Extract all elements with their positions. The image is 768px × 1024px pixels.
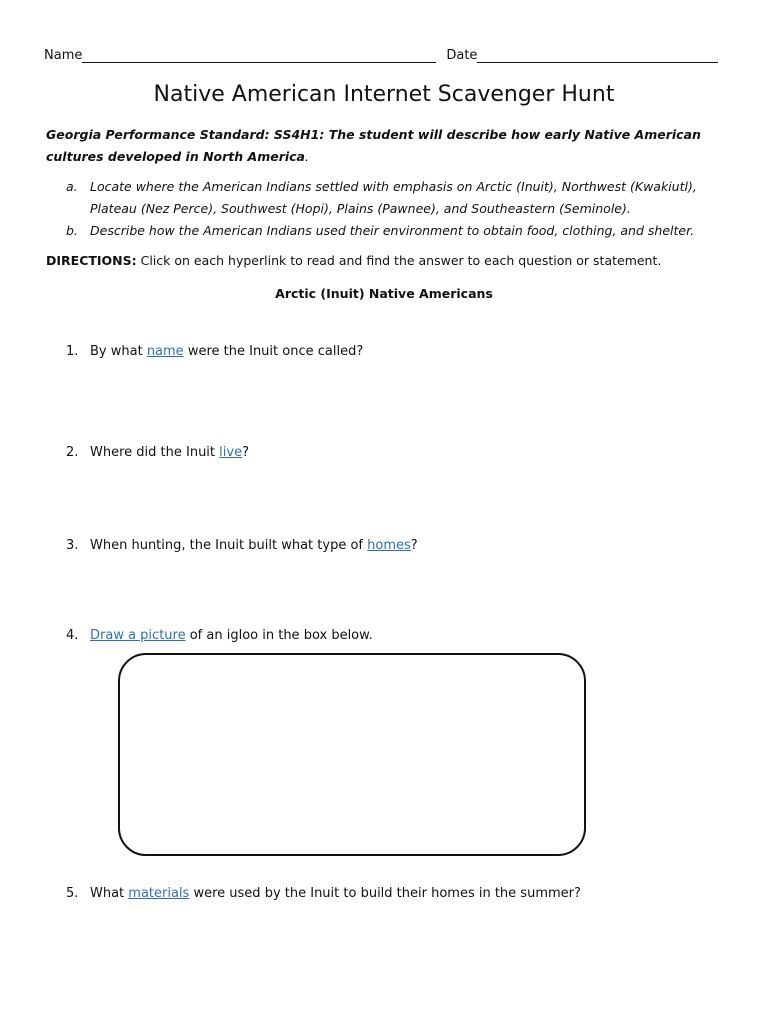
name-field-line[interactable] <box>82 48 436 63</box>
draw-picture-link[interactable]: Draw a picture <box>90 628 186 643</box>
question-5 <box>66 885 581 903</box>
objective-item <box>66 220 726 242</box>
question-text-after: were used by the Inuit to build their homes in the summer? <box>189 886 581 901</box>
question-text-after: were the Inuit once called? <box>183 344 364 359</box>
objective-item <box>66 176 726 220</box>
name-label: Name <box>44 48 83 63</box>
question-2 <box>66 444 249 462</box>
name-date-row <box>44 48 718 63</box>
objective-text: Describe how the American Indians used their environment to obtain food, clothing, and shelter. <box>90 223 695 238</box>
standard-text: Georgia Performance Standard: SS4H1: The student will describe how early Native American cultures developed in North America <box>46 127 701 164</box>
question-4 <box>66 627 373 645</box>
question-text-before: What <box>90 886 129 901</box>
question-3 <box>66 537 418 555</box>
standard-statement <box>46 124 722 168</box>
directions-label: DIRECTIONS: <box>46 253 137 268</box>
question-text-before: When hunting, the Inuit built what type of <box>90 538 368 553</box>
live-link[interactable]: live <box>219 445 243 460</box>
question-text-before: Where did the Inuit <box>90 445 220 460</box>
igloo-drawing-box[interactable] <box>118 653 586 856</box>
question-1 <box>66 343 363 361</box>
objective-text: Locate where the American Indians settled with emphasis on Arctic (Inuit), Northwest (Kwakiutl), Plateau (Nez Perce), Southwest (Hopi), Plains (Pawnee), and Southeastern (Seminole). <box>90 179 697 216</box>
question-number: 5. <box>66 886 79 901</box>
date-label: Date <box>446 48 478 63</box>
question-text-after: of an igloo in the box below. <box>185 628 373 643</box>
materials-link[interactable]: materials <box>128 886 190 901</box>
question-number: 1. <box>66 344 79 359</box>
section-title: Arctic (Inuit) Native Americans <box>275 286 493 301</box>
directions-text: Click on each hyperlink to read and find the answer to each question or statement. <box>136 253 662 268</box>
question-number: 4. <box>66 628 79 643</box>
question-number: 3. <box>66 538 79 553</box>
name-link[interactable]: name <box>146 344 184 359</box>
objectives-list <box>66 176 726 242</box>
page-title: Native American Internet Scavenger Hunt <box>153 82 615 107</box>
date-field-line[interactable] <box>477 48 718 63</box>
directions <box>46 251 726 271</box>
question-number: 2. <box>66 445 79 460</box>
standard-end: . <box>305 149 309 164</box>
question-text-before: By what <box>90 344 147 359</box>
question-text-after: ? <box>410 538 418 553</box>
homes-link[interactable]: homes <box>367 538 411 553</box>
objective-marker: a. <box>66 179 78 194</box>
question-text-after: ? <box>242 445 249 460</box>
objective-marker: b. <box>66 223 78 238</box>
